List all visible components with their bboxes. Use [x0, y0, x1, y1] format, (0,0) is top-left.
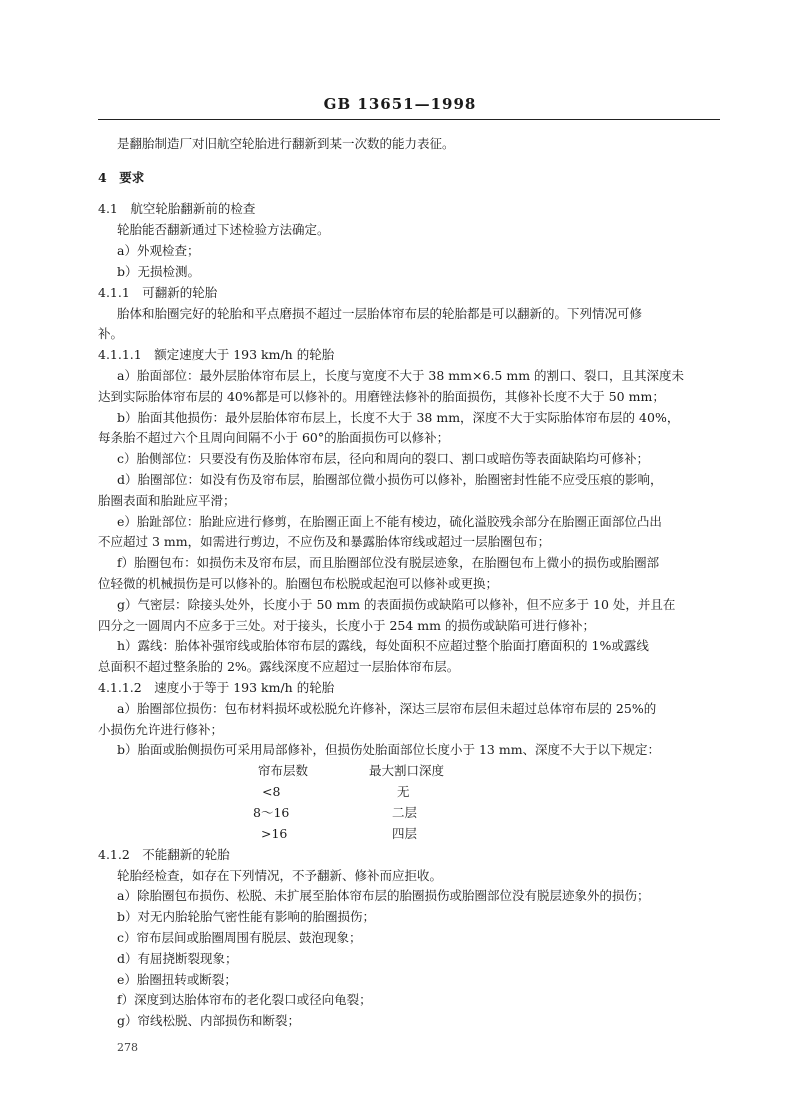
text-line: 位轻微的机械损伤是可以修补的。胎圈包布松脱或起泡可以修补或更换；	[98, 576, 499, 591]
text-line: 轮胎经检查，如存在下列情况，不予翻新、修补而应拒收。	[117, 868, 443, 883]
list-item: b）对无内胎轮胎气密性能有影响的胎圈损伤；	[117, 909, 376, 924]
section-heading: 4 要求	[98, 170, 145, 185]
table-cell: 无	[397, 784, 410, 799]
text-line: 胎圈表面和胎趾应平滑；	[98, 493, 236, 508]
text-line: 胎体和胎圈完好的轮胎和平点磨损不超过一层胎体帘布层的轮胎都是可以翻新的。下列情况可修	[117, 306, 643, 321]
list-item: f）深度到达胎体帘布的老化裂口或径向龟裂；	[117, 992, 372, 1007]
list-item: b）胎面其他损伤：最外层胎体帘布层上，长度不大于 38 mm，深度不大于实际胎体帘布层的 40%，	[117, 410, 680, 425]
header-rule	[98, 119, 720, 120]
list-item: a）除胎圈包布损伤、松脱、未扩展至胎体帘布层的胎圈损伤或胎圈部位没有脱层迹象外的损伤；	[117, 888, 650, 903]
table-header-cut-depth: 最大割口深度	[369, 763, 445, 778]
table-cell: 二层	[392, 805, 418, 820]
table-header-plies: 帘布层数	[258, 763, 309, 778]
list-item: a）胎圈部位损伤：包布材料损坏或松脱允许修补，深达三层帘布层但未超过总体帘布层的 25%的	[117, 701, 657, 716]
list-item: d）胎圈部位：如没有伤及帘布层，胎圈部位微小损伤可以修补，胎圈密封性能不应受压痕的影响，	[117, 472, 663, 487]
table-cell: >16	[261, 826, 288, 841]
list-item: d）有屈挠断裂现象；	[117, 951, 238, 966]
subsection-heading: 4.1.1.1 额定速度大于 193 km/h 的轮胎	[98, 347, 335, 362]
page-number: 278	[117, 1041, 138, 1054]
text-line: 每条胎不超过六个且周向间隔不小于 60°的胎面损伤可以修补；	[98, 430, 450, 445]
text-line: 补。	[98, 326, 124, 341]
text-line: 不应超过 3 mm，如需进行剪边，不应伤及和暴露胎体帘线或超过一层胎圈包布；	[98, 534, 551, 549]
list-item: e）胎趾部位：胎趾应进行修剪，在胎圈正面上不能有棱边，硫化溢胶残余部分在胎圈正面部位凸出	[117, 514, 662, 529]
subsection-heading: 4.1 航空轮胎翻新前的检查	[98, 201, 256, 216]
text-line: 小损伤允许进行修补；	[98, 722, 224, 737]
text-line: 四分之一圆周内不应多于三处。对于接头，长度小于 254 mm 的损伤或缺陷可进行修补；	[98, 618, 595, 633]
list-item: f）胎圈包布：如损伤未及帘布层，而且胎圈部位没有脱层迹象，在胎圈包布上微小的损伤或胎圈部	[117, 555, 660, 570]
subsection-heading: 4.1.1 可翻新的轮胎	[98, 285, 218, 300]
list-item: b）胎面或胎侧损伤可采用局部修补，但损伤处胎面部位长度小于 13 mm、深度不大于以下规定：	[117, 742, 661, 757]
table-cell: 四层	[392, 826, 418, 841]
list-item: c）胎侧部位：只要没有伤及胎体帘布层，径向和周向的裂口、割口或暗伤等表面缺陷均可修补；	[117, 451, 650, 466]
list-item: g）气密层：除接头处外，长度小于 50 mm 的表面损伤或缺陷可以修补，但不应多于 10 处，并且在	[117, 597, 676, 612]
list-item: e）胎圈扭转或断裂；	[117, 972, 237, 987]
list-item: h）露线：胎体补强帘线或胎体帘布层的露线，每处面积不应超过整个胎面打磨面积的 1%或露线	[117, 638, 649, 653]
subsection-heading: 4.1.2 不能翻新的轮胎	[98, 847, 230, 862]
list-item: g）帘线松脱、内部损伤和断裂；	[117, 1013, 301, 1028]
document-header: GB 13651—1998	[323, 95, 477, 113]
table-cell: <8	[262, 784, 281, 799]
text-line: 轮胎能否翻新通过下述检验方法确定。	[117, 222, 330, 237]
list-item: b）无损检测。	[117, 264, 201, 279]
text-line: 达到实际胎体帘布层的 40%都是可以修补的。用磨锉法修补的胎面损伤，其修补长度不大于 50 mm；	[98, 389, 665, 404]
list-item: c）帘布层间或胎圈周围有脱层、鼓泡现象；	[117, 930, 362, 945]
subsection-heading: 4.1.1.2 速度小于等于 193 km/h 的轮胎	[98, 680, 335, 695]
list-item: a）外观检查；	[117, 243, 200, 258]
text-line: 是翻胎制造厂对旧航空轮胎进行翻新到某一次数的能力表征。	[117, 136, 455, 151]
list-item: a）胎面部位：最外层胎体帘布层上，长度与宽度不大于 38 mm×6.5 mm 的割口、裂口，且其深度未	[117, 368, 685, 383]
text-line: 总面积不超过整条胎的 2%。露线深度不应超过一层胎体帘布层。	[98, 659, 460, 674]
table-cell: 8～16	[253, 805, 290, 820]
